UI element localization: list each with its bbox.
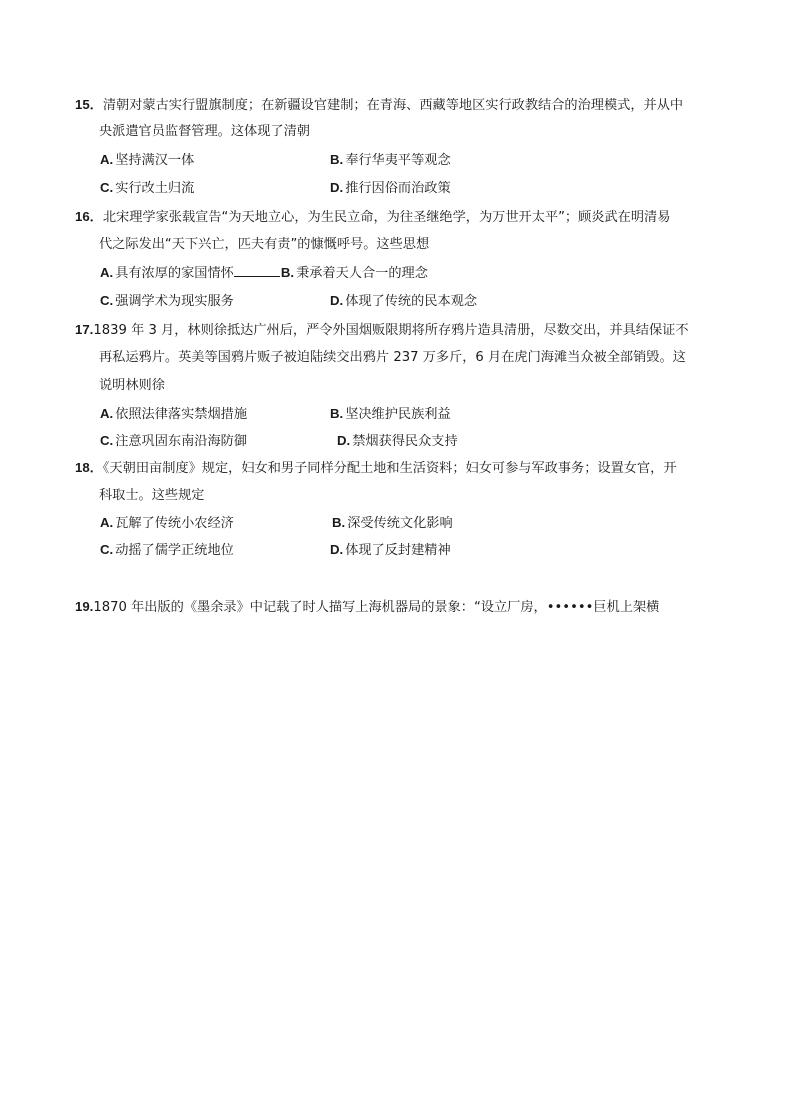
- option-c[interactable]: C. 强调学术为现实服务: [100, 293, 234, 308]
- option-b[interactable]: B. 坚决维护民族利益: [330, 406, 451, 421]
- question-text-line: 17.1839 年 3 月，林则徐抵达广州后，严令外国烟贩限期将所存鸦片造具清册，尽数交出，并具结保证不: [75, 322, 689, 338]
- question-number: 18．: [75, 460, 103, 475]
- question-text-line: 科取士。这些规定: [99, 488, 205, 503]
- option-d[interactable]: D. 体现了反封建精神: [330, 542, 451, 557]
- question-text-line: 说明林则徐: [99, 378, 165, 393]
- question-text-line: 央派遣官员监督管理。这体现了清朝: [99, 124, 310, 139]
- option-d[interactable]: D. 体现了传统的民本观念: [330, 293, 478, 308]
- option-d[interactable]: D. 推行因俗而治政策: [330, 180, 451, 195]
- option-b[interactable]: B. 深受传统文化影响: [332, 515, 453, 530]
- option-a[interactable]: A. 具有浓厚的家国情怀 B. 秉承着天人合一的理念: [100, 265, 428, 280]
- question-text-line: 15．清朝对蒙古实行盟旗制度；在新疆设官建制；在青海、西藏等地区实行政教结合的治理模式，并从中: [75, 97, 684, 113]
- option-a[interactable]: A. 坚持满汉一体: [100, 152, 195, 167]
- option-c[interactable]: C. 注意巩固东南沿海防御: [100, 433, 248, 448]
- question-text-line: 19.1870 年出版的《墨余录》中记载了时人描写上海机器局的景象：“设立厂房，••••••巨机上架横: [75, 599, 660, 615]
- question-number: 16．: [75, 209, 103, 224]
- question-text-line: 代之际发出“天下兴亡，匹夫有责”的慷慨呼号。这些思想: [99, 237, 430, 252]
- question-text-line: 18．《天朝田亩制度》规定，妇女和男子同样分配土地和生活资料；妇女可参与军政事务；设置女官，开: [75, 460, 677, 476]
- option-d[interactable]: D. 禁烟获得民众支持: [337, 433, 458, 448]
- option-a[interactable]: A. 瓦解了传统小农经济: [100, 515, 234, 530]
- question-number: 19.: [75, 599, 94, 614]
- option-c[interactable]: C. 动摇了儒学正统地位: [100, 542, 234, 557]
- answer-blank: [234, 264, 280, 277]
- option-c[interactable]: C. 实行改土归流: [100, 180, 195, 195]
- question-text-line: 再私运鸦片。英美等国鸦片贩子被迫陆续交出鸦片 237 万多斤，6 月在虎门海滩当众被全部销毁。这: [99, 350, 686, 365]
- question-number: 17.: [75, 322, 94, 337]
- question-number: 15．: [75, 97, 103, 112]
- option-a[interactable]: A. 依照法律落实禁烟措施: [100, 406, 248, 421]
- option-b[interactable]: B. 奉行华夷平等观念: [330, 152, 451, 167]
- question-text-line: 16．北宋理学家张载宣告“为天地立心，为生民立命，为往圣继绝学，为万世开太平”；顾炎武在明清易: [75, 209, 671, 225]
